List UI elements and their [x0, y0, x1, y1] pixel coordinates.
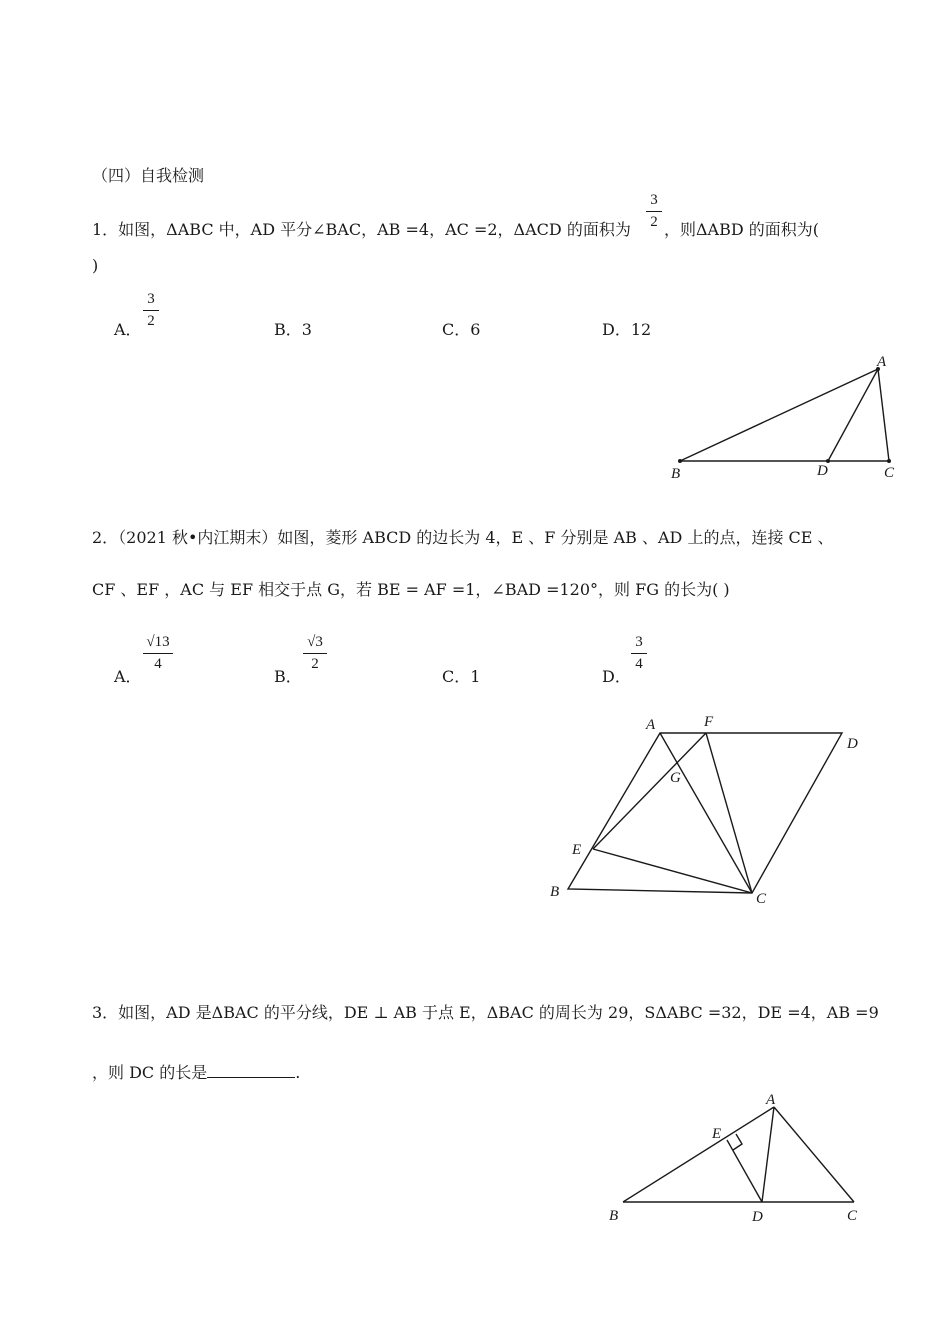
- q1-frac-den: 2: [650, 214, 658, 230]
- q1-option-d[interactable]: D．12: [602, 320, 652, 339]
- q1-option-b[interactable]: B．3: [274, 320, 312, 339]
- q2-option-d-den: 4: [635, 656, 643, 672]
- q1-frac-num: 3: [650, 192, 658, 208]
- q2-label-c: C: [756, 891, 767, 907]
- q3-label-d: D: [752, 1209, 763, 1225]
- q1-stem-part2: ，则ΔABD 的面积为(: [664, 220, 820, 239]
- q3-stem-line1: 3．如图，AD 是ΔBAC 的平分线，DE ⊥ AB 于点 E，ΔBAC 的周长为 29，SΔABC =32，DE =4，AB =9: [92, 1003, 879, 1022]
- q2-option-a-den: 4: [154, 656, 162, 672]
- q2-option-b-num: √3: [307, 634, 323, 650]
- q2-label-b: B: [550, 884, 560, 900]
- q2-label-e: E: [572, 842, 582, 858]
- q2-label-g: G: [670, 770, 681, 786]
- q1-stem-close: ): [92, 256, 99, 275]
- q1-option-c[interactable]: C．6: [442, 320, 481, 339]
- q2-option-d-label[interactable]: D．: [602, 667, 631, 686]
- q2-option-b-den: 2: [311, 656, 319, 672]
- q2-label-f: F: [704, 714, 714, 730]
- q1-label-b: B: [671, 466, 681, 482]
- q1-stem-part1: 1．如图，ΔABC 中，AD 平分∠BAC，AB =4，AC =2，ΔACD 的面积为: [92, 220, 631, 239]
- q3-label-e: E: [712, 1126, 722, 1142]
- q2-label-d: D: [847, 736, 858, 752]
- q2-option-d-num: 3: [635, 634, 643, 650]
- q1-label-d: D: [817, 463, 828, 479]
- q2-option-b-label[interactable]: B．: [274, 667, 302, 686]
- q1-option-a-label[interactable]: A．: [114, 320, 142, 339]
- q2-option-a-num: √13: [146, 634, 170, 650]
- q3-stem-line2-end: .: [295, 1063, 301, 1082]
- q1-label-c: C: [884, 465, 895, 481]
- q2-label-a: A: [646, 717, 656, 733]
- q3-segment-de: [727, 1140, 762, 1202]
- q3-segment-ac: [774, 1107, 854, 1202]
- q3-stem-line2-text: ，则 DC 的长是: [92, 1063, 208, 1082]
- q2-option-a-label[interactable]: A．: [114, 667, 142, 686]
- q3-label-b: B: [609, 1208, 619, 1224]
- q1-label-a: A: [877, 354, 887, 370]
- q2-option-c[interactable]: C．1: [442, 667, 481, 686]
- section-title: （四）自我检测: [92, 166, 205, 185]
- q1-option-a-den: 2: [147, 313, 155, 329]
- q3-label-a: A: [766, 1092, 776, 1108]
- q3-right-angle-mark: [733, 1134, 742, 1150]
- q3-segment-ba: [623, 1107, 774, 1202]
- q1-option-a-num: 3: [147, 291, 155, 307]
- q3-segment-ad: [762, 1107, 774, 1202]
- q2-stem-line1: 2．（2021 秋•内江期末）如图，菱形 ABCD 的边长为 4，E 、F 分别是 AB 、AD 上的点，连接 CE 、: [92, 528, 834, 547]
- q3-label-c: C: [847, 1208, 858, 1224]
- q2-stem-line2: CF 、EF ，AC 与 EF 相交于点 G，若 BE = AF =1，∠BAD =120°，则 FG 的长为( ): [92, 580, 730, 599]
